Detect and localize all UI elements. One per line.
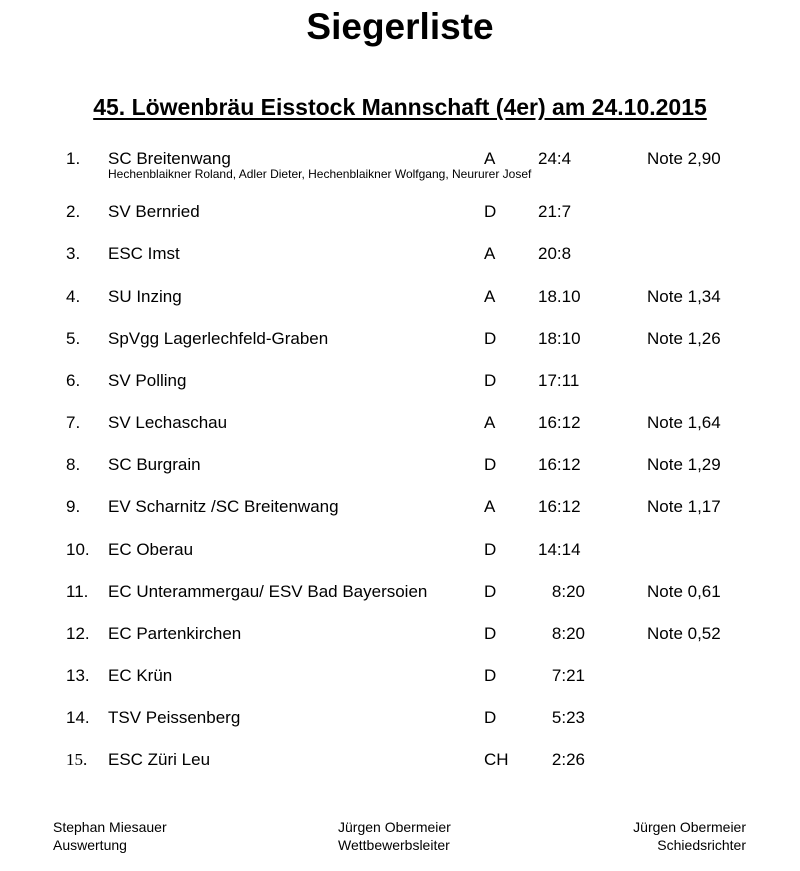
group: D bbox=[484, 202, 497, 221]
result-row-11 bbox=[0, 581, 800, 605]
score: 8:20 bbox=[551, 582, 585, 601]
rank: 6. bbox=[66, 371, 81, 390]
result-row-13 bbox=[0, 665, 800, 689]
score: 18.10 bbox=[538, 287, 581, 306]
score: 7:21 bbox=[551, 666, 585, 685]
result-row-8 bbox=[0, 454, 800, 478]
score: 24:4 bbox=[538, 149, 572, 168]
score: 20:8 bbox=[538, 244, 572, 263]
team-name: EC Partenkirchen bbox=[108, 624, 242, 643]
team-name: EC Oberau bbox=[108, 540, 194, 559]
rank: 2. bbox=[66, 202, 81, 221]
group: D bbox=[484, 708, 497, 727]
rank: 8. bbox=[66, 455, 81, 474]
signature-right bbox=[633, 818, 746, 854]
group: D bbox=[484, 540, 497, 559]
group: A bbox=[484, 287, 496, 306]
group: D bbox=[484, 624, 497, 643]
team-name: EC Krün bbox=[108, 666, 173, 685]
score: 8:20 bbox=[551, 624, 585, 643]
team-name: TSV Peissenberg bbox=[108, 708, 241, 727]
group: A bbox=[484, 497, 496, 516]
team-name: SU Inzing bbox=[108, 287, 182, 306]
group: CH bbox=[484, 750, 509, 769]
result-row-9 bbox=[0, 496, 800, 520]
score: 21:7 bbox=[538, 202, 572, 221]
result-row-3 bbox=[0, 243, 800, 267]
team-members: Hechenblaikner Roland, Adler Dieter, Hechenblaikner Wolfgang, Neururer Josef bbox=[108, 167, 532, 181]
note: Note 1,64 bbox=[647, 413, 721, 432]
team-name: SV Polling bbox=[108, 371, 187, 390]
signature-role: Wettbewerbsleiter bbox=[338, 837, 450, 853]
team-name: ESC Züri Leu bbox=[108, 750, 211, 769]
team-name: ESC Imst bbox=[108, 244, 180, 263]
score: 5:23 bbox=[551, 708, 585, 727]
signature-name: Jürgen Obermeier bbox=[338, 819, 451, 835]
group: D bbox=[484, 371, 497, 390]
note: Note 0,52 bbox=[647, 624, 721, 643]
signature-center bbox=[338, 818, 451, 854]
team-name: EC Unterammergau/ ESV Bad Bayersoien bbox=[108, 582, 428, 601]
signature-role: Schiedsrichter bbox=[657, 837, 746, 853]
note: Note 1,26 bbox=[647, 329, 721, 348]
result-row-7 bbox=[0, 412, 800, 436]
result-row-1 bbox=[0, 148, 800, 181]
result-row-12 bbox=[0, 623, 800, 647]
score: 17:11 bbox=[538, 371, 580, 390]
note: Note 1,17 bbox=[647, 497, 721, 516]
signature-role: Auswertung bbox=[53, 837, 127, 853]
result-row-2 bbox=[0, 201, 800, 225]
rank: 15. bbox=[66, 750, 88, 769]
team-name: SC Breitenwang bbox=[108, 149, 231, 168]
score: 18:10 bbox=[538, 329, 581, 348]
rank: 10. bbox=[66, 540, 90, 559]
note: Note 2,90 bbox=[647, 149, 721, 168]
team-name: EV Scharnitz /SC Breitenwang bbox=[108, 497, 339, 516]
rank: 9. bbox=[66, 497, 81, 516]
rank: 3. bbox=[66, 244, 81, 263]
group: A bbox=[484, 149, 496, 168]
rank: 4. bbox=[66, 287, 81, 306]
page-title: Siegerliste bbox=[306, 6, 494, 47]
score: 16:12 bbox=[538, 413, 581, 432]
team-name: SV Bernried bbox=[108, 202, 200, 221]
result-row-4 bbox=[0, 286, 800, 310]
note: Note 0,61 bbox=[647, 582, 721, 601]
note: Note 1,29 bbox=[647, 455, 721, 474]
result-row-6 bbox=[0, 370, 800, 394]
group: D bbox=[484, 329, 497, 348]
signature-name: Stephan Miesauer bbox=[53, 819, 167, 835]
signature-left bbox=[53, 818, 167, 854]
score: 2:26 bbox=[551, 750, 585, 769]
team-name: SV Lechaschau bbox=[108, 413, 228, 432]
score: 16:12 bbox=[538, 455, 581, 474]
result-row-5 bbox=[0, 328, 800, 352]
score: 16:12 bbox=[538, 497, 581, 516]
group: A bbox=[484, 413, 496, 432]
rank: 11. bbox=[66, 582, 89, 601]
result-row-15 bbox=[0, 749, 800, 773]
rank: 12. bbox=[66, 624, 90, 643]
rank: 13. bbox=[66, 666, 90, 685]
result-row-10 bbox=[0, 539, 800, 563]
signature-name: Jürgen Obermeier bbox=[633, 819, 746, 835]
rank: 14. bbox=[66, 708, 90, 727]
event-subtitle: 45. Löwenbräu Eisstock Mannschaft (4er) am 24.10.2015 bbox=[93, 94, 707, 120]
rank: 1. bbox=[66, 149, 81, 168]
team-name: SC Burgrain bbox=[108, 455, 201, 474]
group: D bbox=[484, 666, 497, 685]
group: A bbox=[484, 244, 496, 263]
group: D bbox=[484, 582, 497, 601]
rank: 7. bbox=[66, 413, 81, 432]
rank: 5. bbox=[66, 329, 81, 348]
score: 14:14 bbox=[538, 540, 581, 559]
result-row-14 bbox=[0, 707, 800, 731]
team-name: SpVgg Lagerlechfeld-Graben bbox=[108, 329, 329, 348]
group: D bbox=[484, 455, 497, 474]
note: Note 1,34 bbox=[647, 287, 721, 306]
